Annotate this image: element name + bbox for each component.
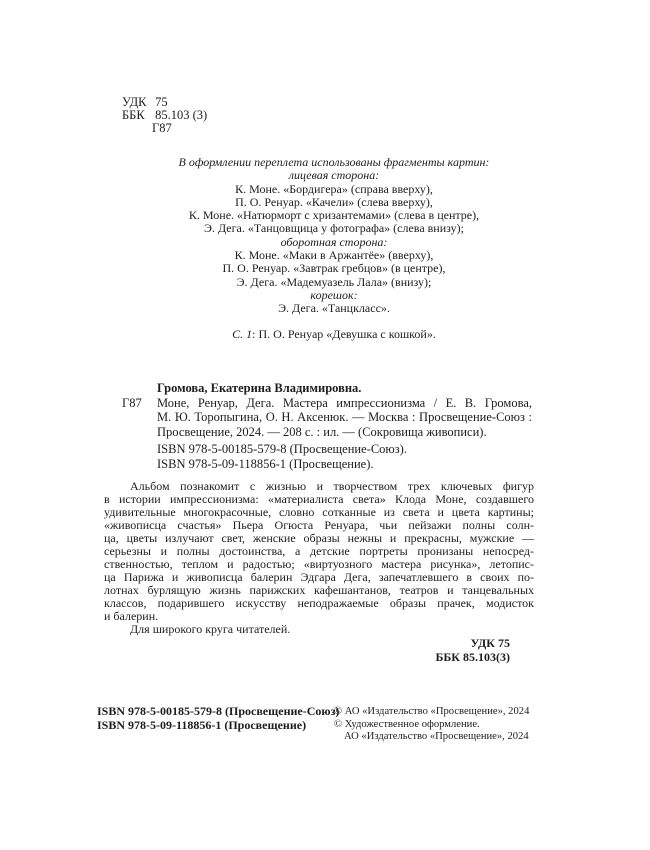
bib-isbn-line: ISBN 978-5-09-118856-1 (Просвещение). [157, 456, 374, 471]
udk-value: 75 [155, 95, 168, 109]
cover-note-line: П. О. Ренуар. «Завтрак гребцов» (в центре), [222, 261, 446, 276]
cover-note-line: В оформлении переплета использованы фрагменты картин: [178, 155, 490, 169]
footer-copyright-block [334, 706, 529, 744]
bbk-right: ББК 85.103(3) [435, 649, 510, 664]
bbk-value: 85.103 (3) [155, 108, 208, 122]
copyright-line: © Художественное оформление. [334, 718, 480, 730]
copyright-line: АО «Издательство «Просвещение», 2024 [344, 731, 529, 743]
copyright-line: © АО «Издательство «Просвещение», 2024 [334, 706, 530, 717]
annotation-line: классов, подарившего искусству неподражаемые образы прачек, модисток [104, 596, 534, 610]
frontispiece-reference [136, 327, 532, 342]
page-ref-prefix: С. 1 [232, 327, 253, 341]
footer-isbn-block [97, 705, 339, 733]
bib-record-line: Моне, Ренуар, Дега. Мастера импрессионизма / Е. В. Громова, [157, 395, 532, 410]
cover-note-line: лицевая сторона: [288, 168, 380, 183]
bib-record-line: М. Ю. Торопыгина, О. Н. Аксенюк. — Москва : Просвещение-Союз : [157, 410, 532, 425]
bibliographic-record [106, 381, 532, 472]
annotation-line: Альбом познакомит с жизнью и творчеством трех ключевых фигур [130, 479, 534, 493]
author-code-row [122, 122, 207, 135]
bib-description-lines [157, 396, 532, 440]
cover-note-line: К. Моне. «Натюрморт с хризантемами» (слева в центре), [188, 208, 480, 223]
bib-description [122, 395, 532, 440]
cover-artwork-note [136, 156, 532, 316]
classification-codes-right [104, 637, 534, 664]
annotation-line: Для широкого круга читателей. [130, 622, 291, 636]
bib-isbn-block [157, 442, 532, 471]
annotation-line: лотнах бурлящую жизнь парижских кафешантанов, театров и танцевальных [104, 583, 534, 597]
annotation-line: «живописца счастья» Пьера Огюста Ренуара, чьи пейзажи полны солн- [104, 518, 534, 532]
footer-isbn-line: ISBN 978-5-09-118856-1 (Просвещение) [97, 717, 307, 732]
author-code: Г87 [152, 121, 172, 135]
cover-note-line: Э. Дега. «Танцовщица у фотографа» (слева внизу); [204, 221, 464, 236]
bbk-label: ББК [122, 108, 145, 122]
udk-label: УДК [122, 95, 147, 109]
bib-record-line: Просвещение, 2024. — 208 с. : ил. — (Сокровища живописи). [157, 424, 487, 439]
cover-note-line: Э. Дега. «Мадемуазель Лала» (внизу); [236, 274, 432, 289]
cover-note-line: К. Моне. «Бордигера» (справа вверху), [235, 181, 433, 196]
cover-note-line: корешок: [310, 287, 358, 302]
footer-isbn-line: ISBN 978-5-00185-579-8 (Просвещение-Союз) [97, 704, 340, 718]
annotation-line: ца Парижа и живописца балерин Эдгара Дега, запечатлевшего в своих по- [104, 570, 534, 584]
cover-note-line: К. Моне. «Маки в Аржантёе» (вверху), [234, 248, 434, 263]
cover-note-line: оборотная сторона: [280, 234, 388, 249]
bib-isbn-line: ISBN 978-5-00185-579-8 (Просвещение-Союз). [157, 442, 407, 457]
cover-note-line: Э. Дега. «Танцкласс». [278, 301, 390, 316]
bib-author-code: Г87 [122, 395, 142, 410]
bib-author: Громова, Екатерина Владимировна. [157, 381, 362, 395]
annotation-line: и балерин. [104, 609, 159, 623]
page-ref-text: : П. О. Ренуар «Девушка с кошкой». [252, 327, 436, 341]
udk-right: УДК 75 [470, 636, 510, 650]
annotation-line: ственностью, теплом и радостью; «виртуозного мастера рисунка», летопис- [104, 557, 534, 571]
cover-note-line: П. О. Ренуар. «Качели» (слева вверху), [235, 194, 433, 209]
annotation-line: серьезны и полны достоинства, а детские портреты пронизаны непосред- [104, 544, 534, 558]
annotation-line: ца, цветы излучают свет, женские образы нежны и прекрасны, мужские — [104, 531, 534, 545]
annotation-line: в истории импрессионизма: «материалиста света» Клода Моне, создавшего [104, 492, 534, 506]
classification-codes [122, 96, 207, 135]
annotation-paragraph [104, 480, 534, 636]
annotation-line: удивительные многокрасочные, словно сотканные из света и цвета картины; [104, 505, 534, 519]
